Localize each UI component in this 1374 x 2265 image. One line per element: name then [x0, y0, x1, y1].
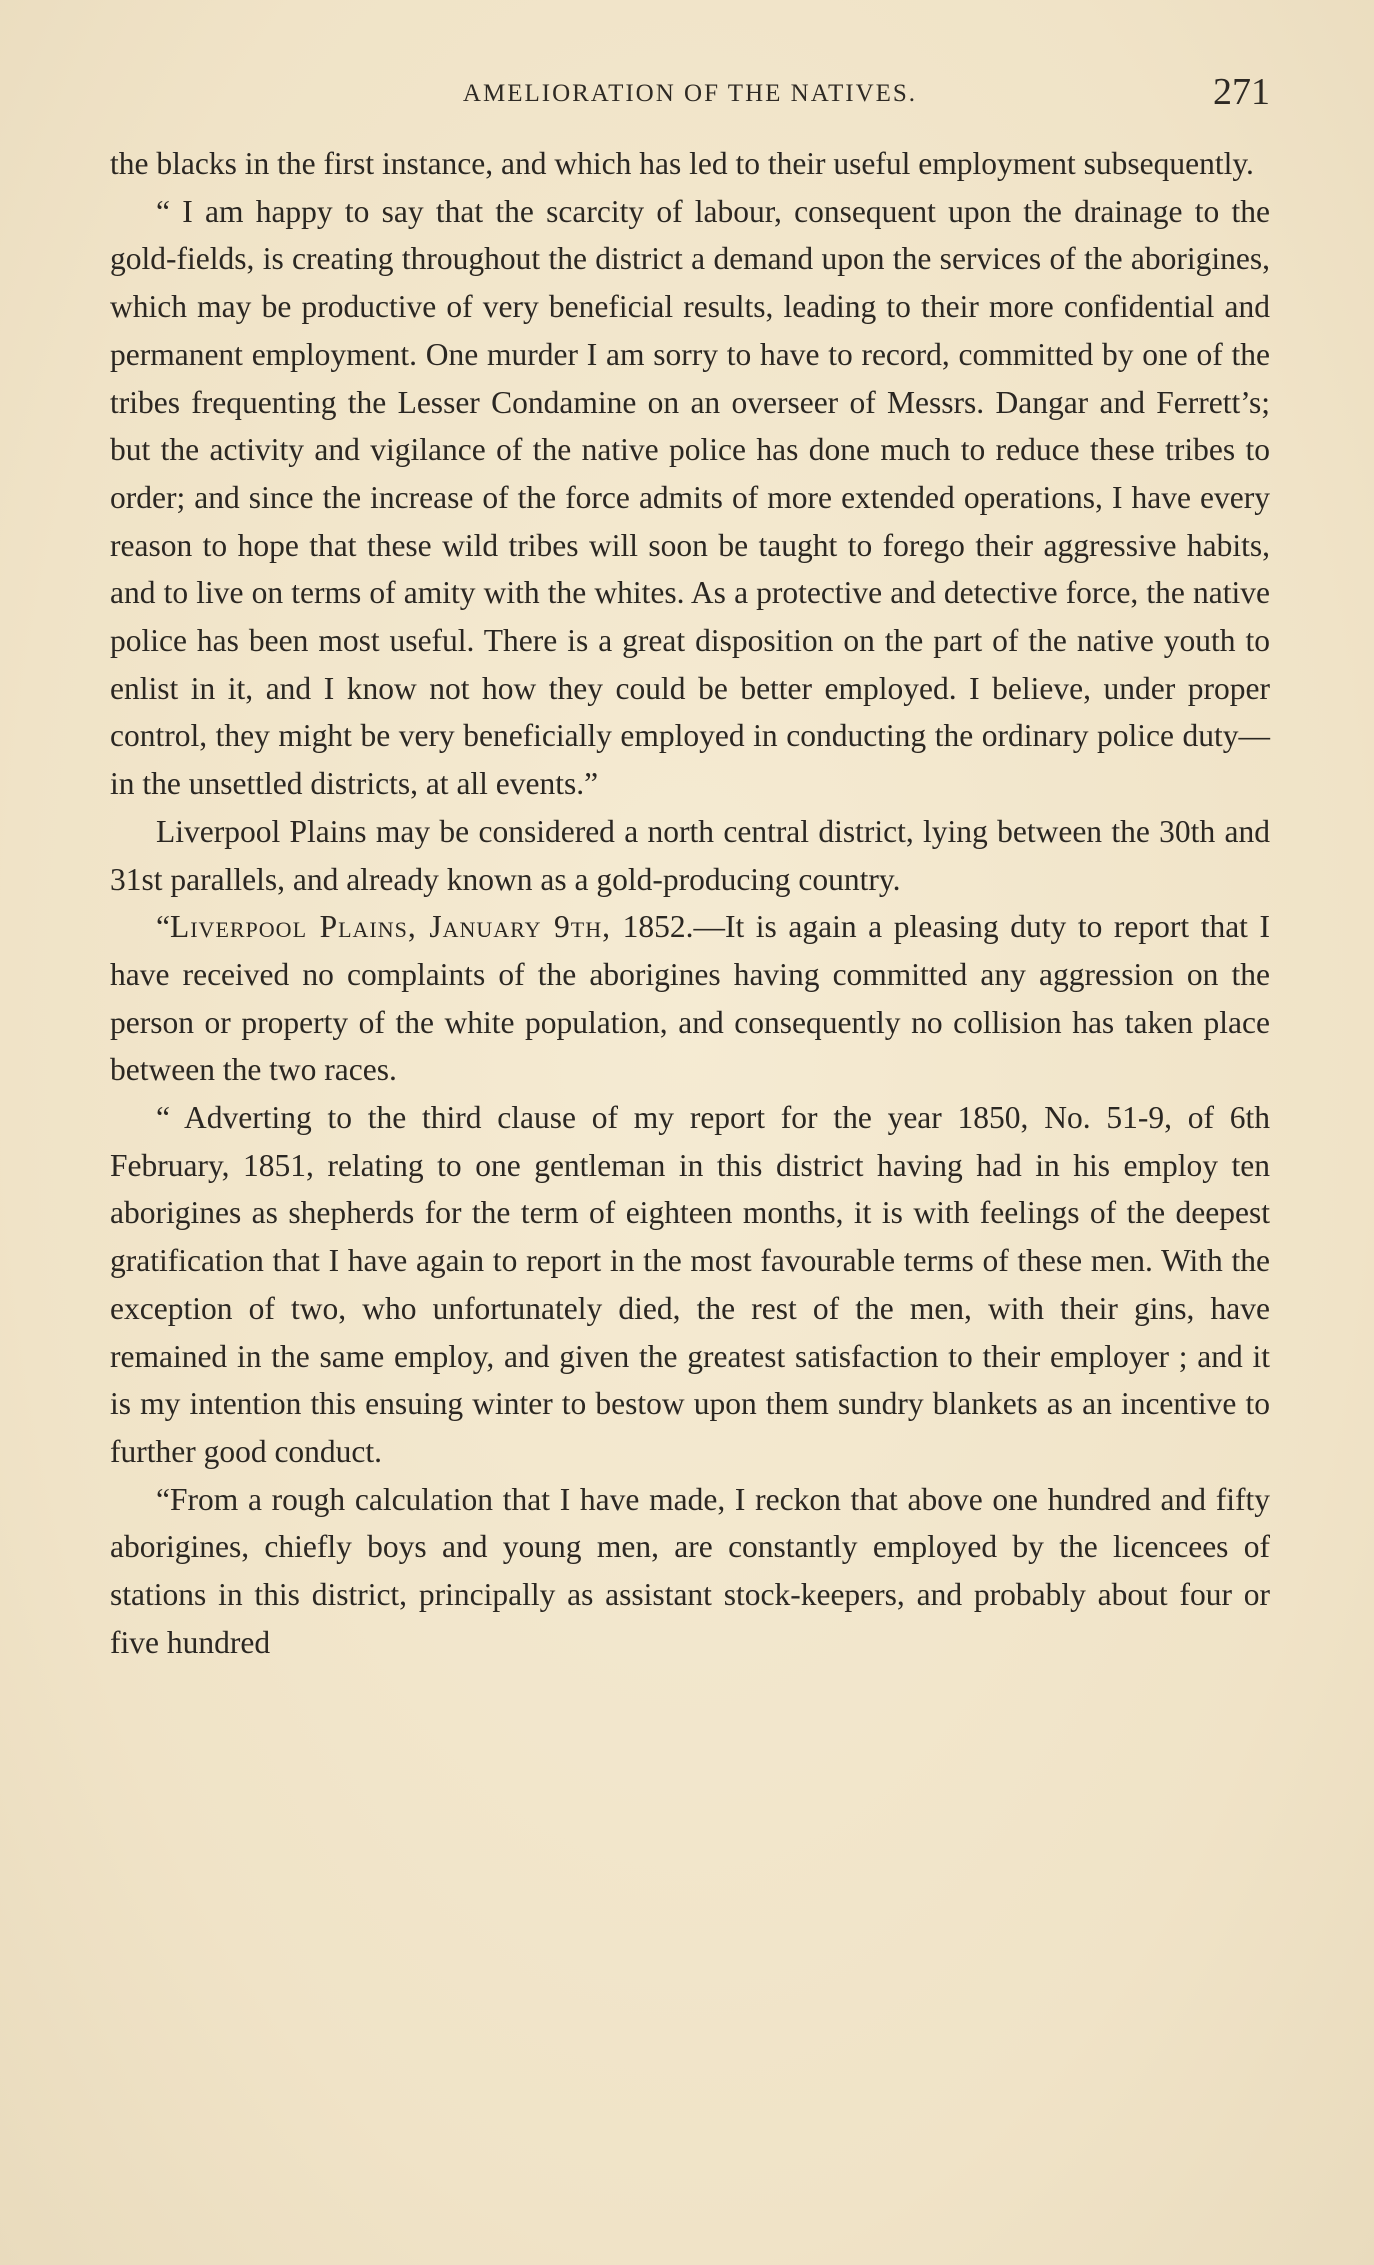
- paragraph-text: “ Adverting to the third clause of my report for the year 1850, No. 51-9, of 6th February, 1851, relating to one gentleman in this district having had in his employ ten aborigines as shepherds for the term of eighteen months, it is with feelings of the deepest gratification that I have again to report in the most favourable terms of these men. With the exception of two, who unfortunately died, the rest of the men, with their gins, have remained in the same employ, and given the greatest satisfaction to their employer ; and it is my intention this ensuing winter to bestow upon them sundry blankets as an incentive to further good conduct.: [110, 1100, 1270, 1469]
- paragraph-rough-calculation: [110, 1476, 1270, 1667]
- paragraph-text: “ I am happy to say that the scarcity of labour, consequent upon the drainage to the gold-fields, is creating throughout the district a demand upon the services of the aborigines, which may be productive of very beneficial results, leading to their more confidential and permanent employment. One murder I am sorry to have to record, committed by one of the tribes frequenting the Lesser Condamine on an overseer of Messrs. Dangar and Ferrett’s; but the activity and vigilance of the native police has done much to reduce these tribes to order; and since the increase of the force admits of more extended operations, I have every reason to hope that these wild tribes will soon be taught to forego their aggressive habits, and to live on terms of amity with the whites. As a protective and detective force, the native police has been most useful. There is a great disposition on the part of the native youth to enlist in it, and I know not how they could be better employed. I believe, under proper control, they might be very beneficially employed in conducting the ordinary police duty—in the unsettled districts, at all events.”: [110, 193, 1270, 802]
- paragraph-text: the blacks in the first instance, and which has led to their useful employment subsequently.: [110, 146, 1254, 181]
- dateline-small-caps: Liverpool Plains, January 9th,: [169, 909, 612, 945]
- paragraph-continuation: [110, 140, 1270, 188]
- running-head: [110, 70, 1270, 120]
- body-text: [110, 140, 1270, 1667]
- running-title: AMELIORATION OF THE NATIVES.: [462, 80, 918, 107]
- paragraph-text: Liverpool Plains may be considered a north central district, lying between the 30th and 31st parallels, and already known as a gold-producing country.: [110, 813, 1270, 897]
- paragraph-liverpool-plains: [110, 808, 1270, 903]
- page-number: 271: [1213, 71, 1270, 113]
- paragraph-report-dateline: [110, 903, 1270, 1094]
- paragraph-quote-labour: [110, 188, 1270, 808]
- paragraph-text: “From a rough calculation that I have made, I reckon that above one hundred and fifty aborigines, chiefly boys and young men, are constantly employed by the licencees of stations in this district, principally as assistant stock-keepers, and probably about four or five hundred: [110, 1481, 1270, 1660]
- paragraph-text: 1852.—It is again a pleasing duty to report that I have received no complaints of the aborigines having committed any aggression on the person or property of the white population, and consequently no collision has taken place between the two races.: [110, 909, 1270, 1088]
- paragraph-adverting: [110, 1094, 1270, 1476]
- quote-mark: “: [156, 909, 170, 945]
